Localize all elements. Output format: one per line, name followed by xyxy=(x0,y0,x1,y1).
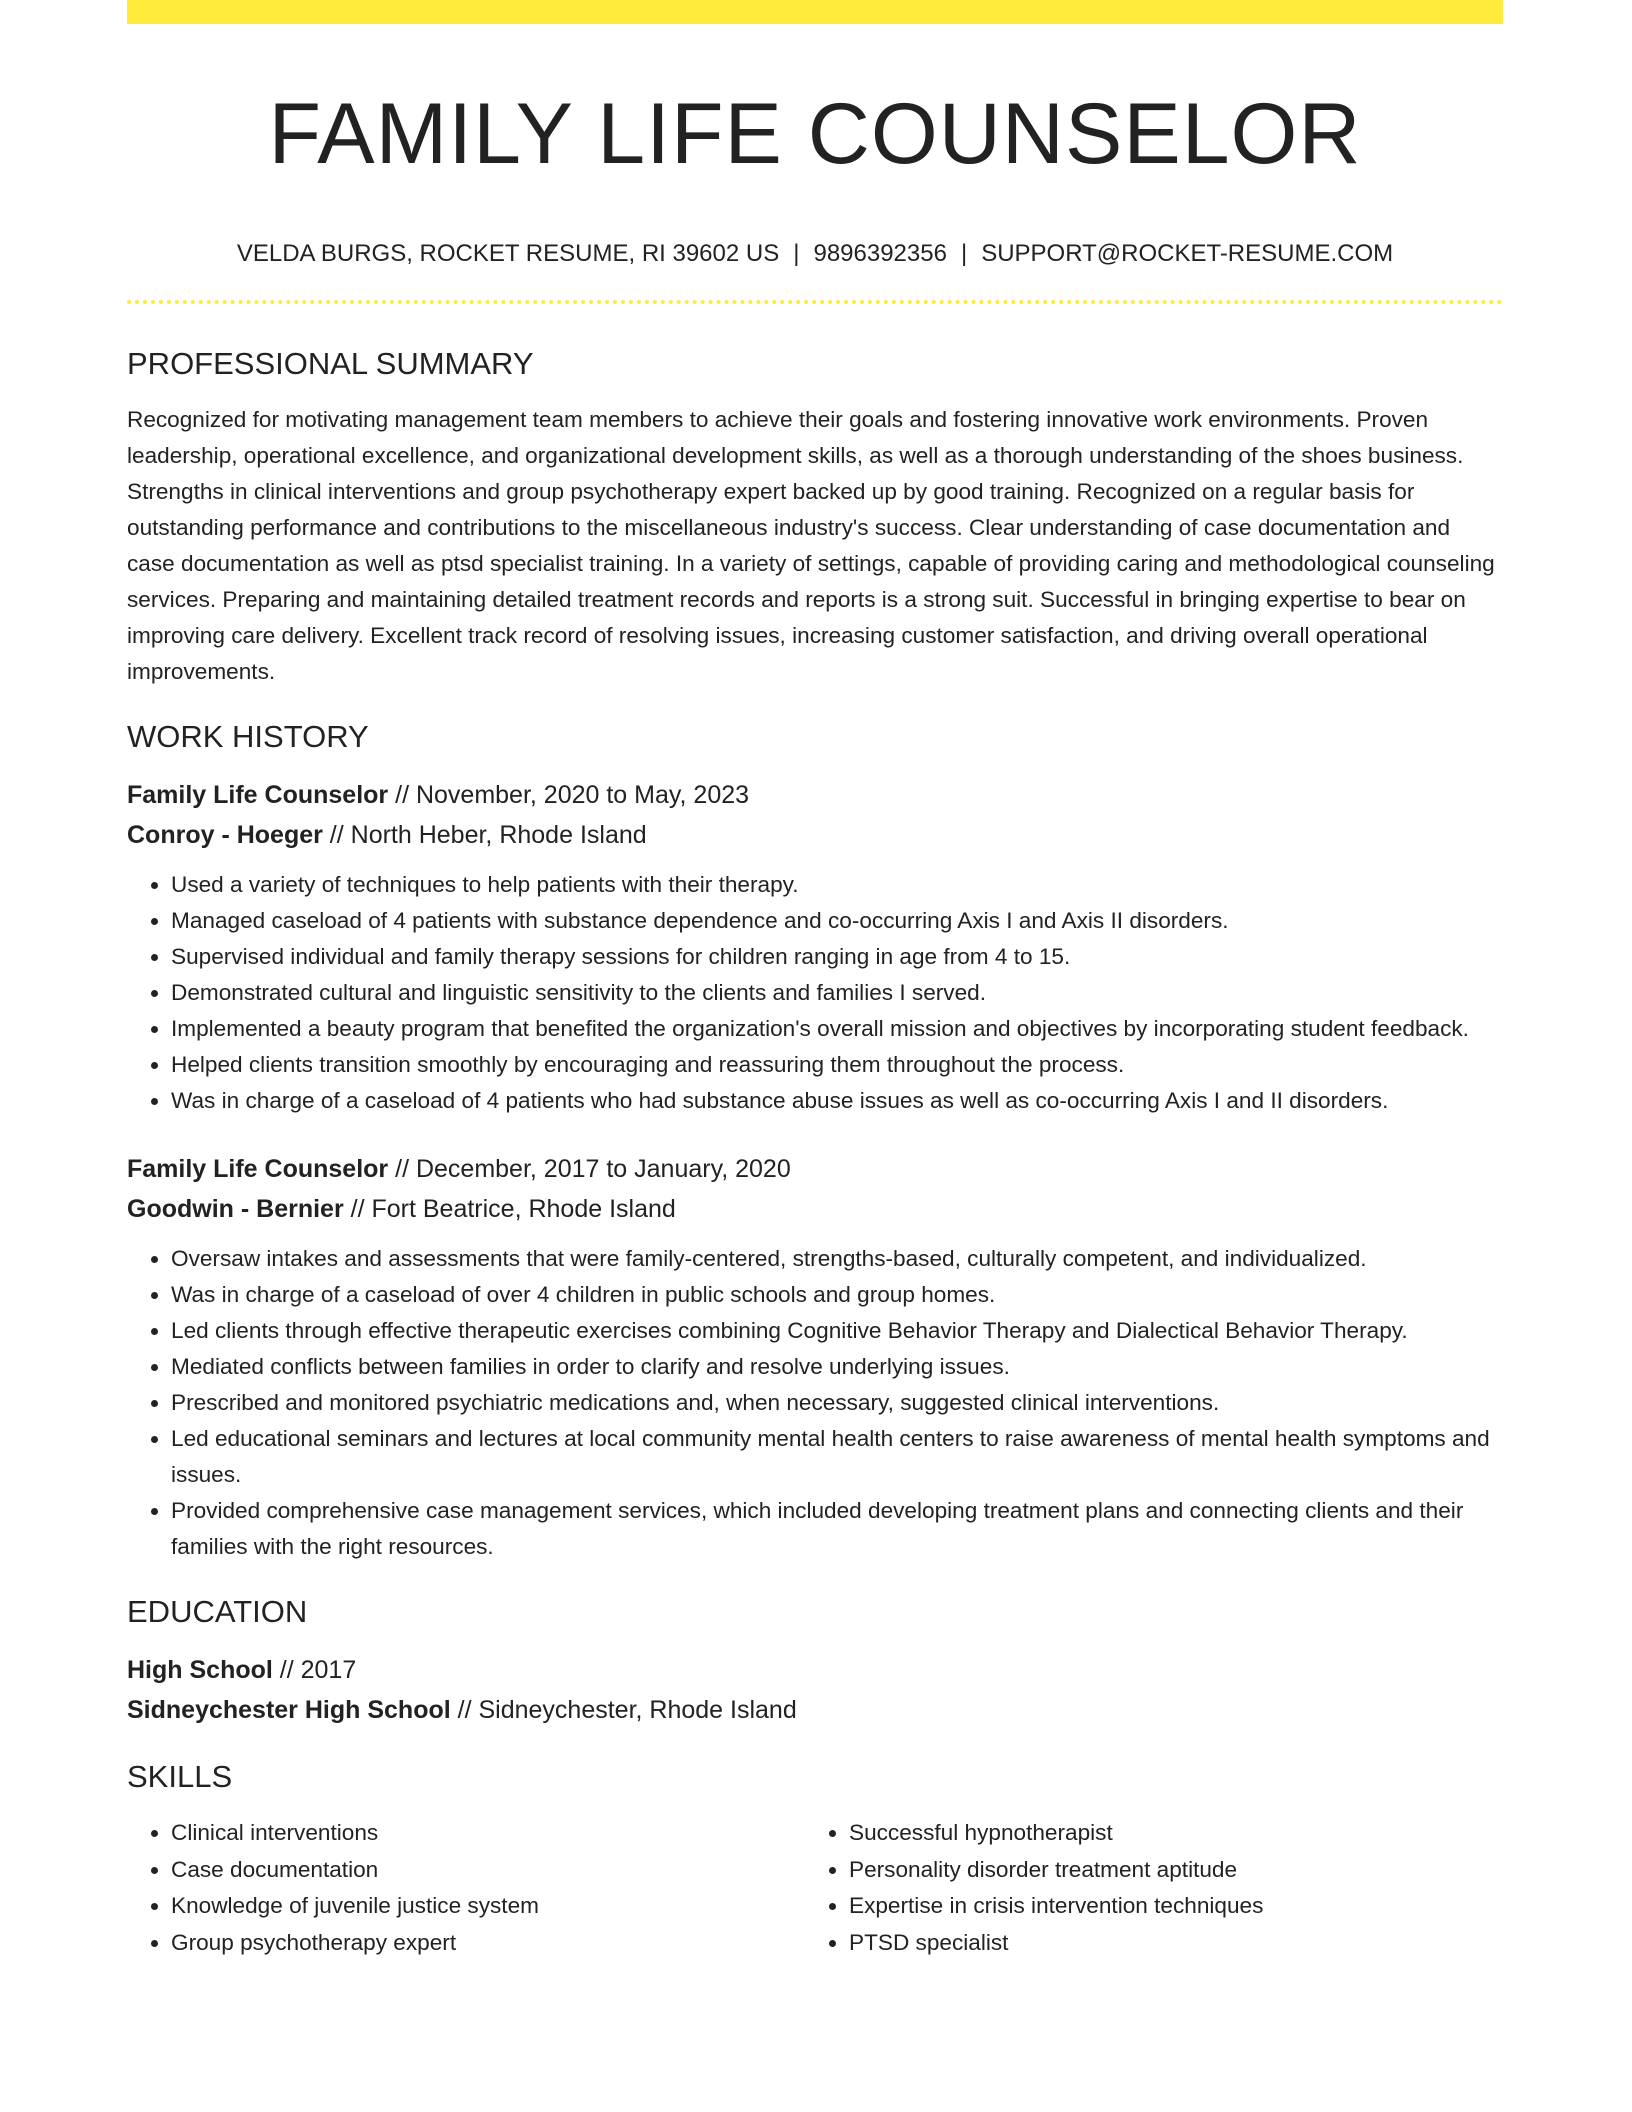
contact-separator: | xyxy=(793,240,800,267)
skill-item: • Knowledge of juvenile justice system xyxy=(171,1888,805,1925)
skill-item: • Case documentation xyxy=(171,1852,805,1889)
skill-item: • Successful hypnotherapist xyxy=(849,1815,1483,1852)
list-item: • Helped clients transition smoothly by encouraging and reassuring them throughout the process. xyxy=(171,1047,1503,1083)
job-title: Family Life Counselor xyxy=(127,781,389,809)
list-item: • Led educational seminars and lectures at local community mental health centers to raise awareness of mental health symptoms and issues. xyxy=(171,1421,1503,1493)
skills-heading: SKILLS xyxy=(127,1759,233,1794)
job-title-line xyxy=(127,1149,1503,1189)
job-company: Conroy - Hoeger xyxy=(127,821,323,849)
job-bullets xyxy=(127,867,1503,1119)
summary-heading: PROFESSIONAL SUMMARY xyxy=(127,346,534,381)
resume-title: FAMILY LIFE COUNSELOR xyxy=(268,86,1362,182)
job-title: Family Life Counselor xyxy=(127,1155,389,1183)
degree-line xyxy=(127,1650,1503,1690)
list-item: • Led clients through effective therapeutic exercises combining Cognitive Behavior Therapy and Dialectical Behavior Therapy. xyxy=(171,1313,1503,1349)
skill-item: • Expertise in crisis intervention techniques xyxy=(849,1888,1483,1925)
list-item: • Provided comprehensive case management services, which included developing treatment plans and connecting clients and their families with the right resources. xyxy=(171,1493,1503,1565)
skill-item: • PTSD specialist xyxy=(849,1925,1483,1962)
skill-item: • Group psychotherapy expert xyxy=(171,1925,805,1962)
dotted-divider xyxy=(127,300,1503,304)
list-item: • Oversaw intakes and assessments that were family-centered, strengths-based, culturally competent, and individualized. xyxy=(171,1241,1503,1277)
skills-column-left xyxy=(127,1815,805,1961)
graduation-year: // 2017 xyxy=(272,1656,357,1684)
summary-text: Recognized for motivating management team members to achieve their goals and fostering innovative work environments. Proven leadership, operational excellence, and organizational development skills, as well as a thorough understanding of the shoes business. Strengths in clinical interventions and group psychotherapy expert backed up by good training. Recognized on a regular basis for outstanding performance and contributions to the miscellaneous industry's success. Clear understanding of case documentation and case documentation as well as ptsd specialist training. In a variety of settings, capable of providing caring and methodological counseling services. Preparing and maintaining detailed treatment records and reports is a strong suit. Successful in bringing expertise to bear on improving care delivery. Excellent track record of resolving issues, increasing customer satisfaction, and driving overall operational improvements. xyxy=(127,407,1495,684)
list-item: • Was in charge of a caseload of over 4 children in public schools and group homes. xyxy=(171,1277,1503,1313)
education-entry xyxy=(127,1650,1503,1730)
skill-item: • Clinical interventions xyxy=(171,1815,805,1852)
accent-bar xyxy=(127,0,1503,24)
list-item: • Used a variety of techniques to help patients with their therapy. xyxy=(171,867,1503,903)
list-item: • Supervised individual and family therapy sessions for children ranging in age from 4 to 15. xyxy=(171,939,1503,975)
job-location: // Fort Beatrice, Rhode Island xyxy=(343,1195,676,1223)
job-entry xyxy=(127,775,1503,1119)
job-company: Goodwin - Bernier xyxy=(127,1195,344,1223)
list-item: • Implemented a beauty program that benefited the organization's overall mission and objectives by incorporating student feedback. xyxy=(171,1011,1503,1047)
skills-list xyxy=(127,1815,1503,1961)
job-bullets xyxy=(127,1241,1503,1565)
school-line xyxy=(127,1690,1503,1730)
contact-address: VELDA BURGS, ROCKET RESUME, RI 39602 US xyxy=(236,240,780,267)
job-dates: // December, 2017 to January, 2020 xyxy=(388,1155,791,1183)
job-dates: // November, 2020 to May, 2023 xyxy=(388,781,750,809)
job-company-line xyxy=(127,815,1503,855)
list-item: • Prescribed and monitored psychiatric medications and, when necessary, suggested clinical interventions. xyxy=(171,1385,1503,1421)
contact-phone: 9896392356 xyxy=(813,240,947,267)
work-history-heading: WORK HISTORY xyxy=(127,719,369,754)
skills-column-right xyxy=(805,1815,1483,1961)
degree: High School xyxy=(127,1656,273,1684)
contact-email: SUPPORT@ROCKET-RESUME.COM xyxy=(981,240,1394,267)
skill-item: • Personality disorder treatment aptitude xyxy=(849,1852,1483,1889)
job-entry xyxy=(127,1149,1503,1565)
job-title-line xyxy=(127,775,1503,815)
school-name: Sidneychester High School xyxy=(127,1696,451,1724)
resume-page xyxy=(127,0,1503,1961)
list-item: • Demonstrated cultural and linguistic sensitivity to the clients and families I served. xyxy=(171,975,1503,1011)
list-item: • Managed caseload of 4 patients with substance dependence and co-occurring Axis I and Axis II disorders. xyxy=(171,903,1503,939)
job-location: // North Heber, Rhode Island xyxy=(322,821,647,849)
school-location: // Sidneychester, Rhode Island xyxy=(450,1696,797,1724)
contact-separator: | xyxy=(960,240,968,267)
list-item: • Was in charge of a caseload of 4 patients who had substance abuse issues as well as co-occurring Axis I and II disorders. xyxy=(171,1083,1503,1119)
contact-line xyxy=(127,238,1503,270)
education-heading: EDUCATION xyxy=(127,1594,308,1629)
job-company-line xyxy=(127,1189,1503,1229)
list-item: • Mediated conflicts between families in order to clarify and resolve underlying issues. xyxy=(171,1349,1503,1385)
